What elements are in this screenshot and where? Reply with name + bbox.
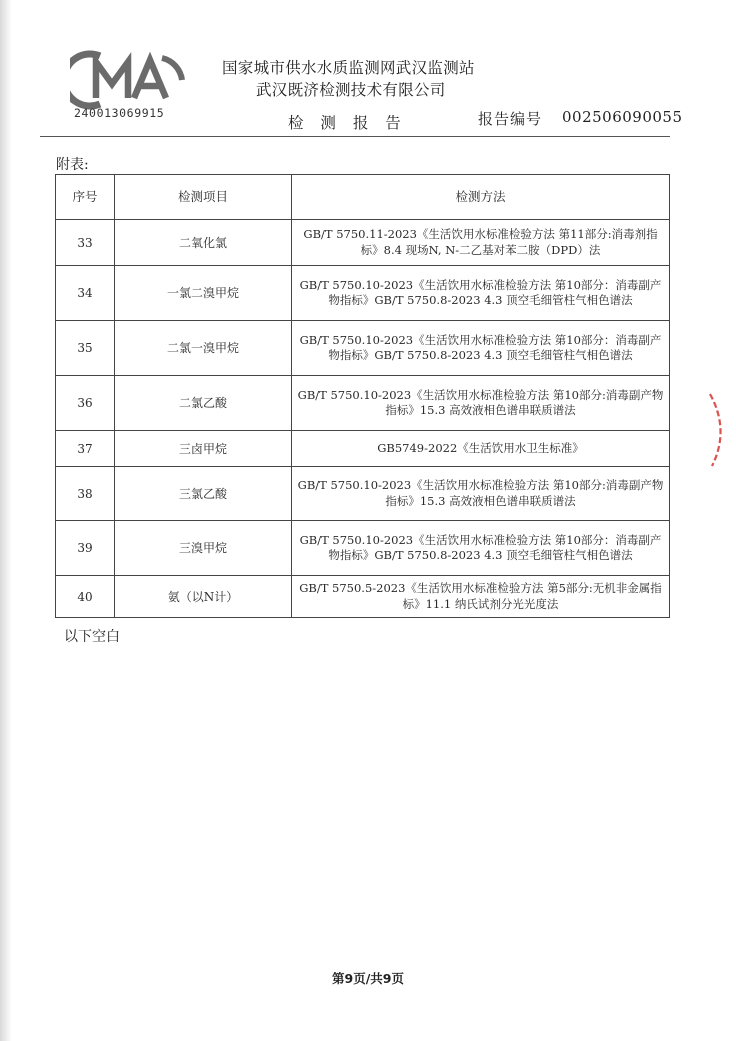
row-test-method: GB5749-2022《生活饮用水卫生标准》: [292, 431, 670, 467]
header-serial-no: 序号: [56, 175, 115, 220]
row-serial-no: 34: [56, 266, 115, 321]
page-number: 第9页/共9页: [332, 971, 404, 986]
report-title: 检 测 报 告: [288, 114, 407, 132]
row-test-item: 二氧化氯: [115, 220, 292, 266]
row-serial-no: 39: [56, 521, 115, 576]
row-test-item: 三氯乙酸: [115, 467, 292, 521]
row-test-method: GB/T 5750.5-2023《生活饮用水标准检验方法 第5部分:无机非金属指标》11.1 纳氏试剂分光光度法: [292, 576, 670, 618]
row-test-method: GB/T 5750.11-2023《生活饮用水标准检验方法 第11部分:消毒剂指标》8.4 现场N, N-二乙基对苯二胺（DPD）法: [292, 220, 670, 266]
row-test-item: 一氯二溴甲烷: [115, 266, 292, 321]
table-row: [56, 266, 670, 321]
row-test-method: GB/T 5750.10-2023《生活饮用水标准检验方法 第10部分：消毒副产物指标》GB/T 5750.8-2023 4.3 顶空毛细管柱气相色谱法: [292, 266, 670, 321]
seal-edge-mark: [704, 392, 732, 468]
appendix-label: 附表:: [56, 157, 89, 173]
row-test-item: 氨（以N计）: [115, 576, 292, 618]
table-row: [56, 321, 670, 376]
organization-line-2: 武汉既济检测技术有限公司: [256, 81, 446, 99]
cma-certificate-number: 240013069915: [74, 106, 165, 120]
row-serial-no: 37: [56, 431, 115, 467]
row-test-item: 三卤甲烷: [115, 431, 292, 467]
row-test-method: GB/T 5750.10-2023《生活饮用水标准检验方法 第10部分：消毒副产物指标》GB/T 5750.8-2023 4.3 顶空毛细管柱气相色谱法: [292, 321, 670, 376]
table-row: [56, 376, 670, 431]
table-row: [56, 521, 670, 576]
table-row: [56, 467, 670, 521]
row-test-method: GB/T 5750.10-2023《生活饮用水标准检验方法 第10部分：消毒副产物指标》GB/T 5750.8-2023 4.3 顶空毛细管柱气相色谱法: [292, 521, 670, 576]
header-divider: [40, 136, 670, 137]
cma-logo-icon: [70, 50, 188, 110]
header-test-method: 检测方法: [292, 175, 670, 220]
cma-logo: [70, 50, 188, 110]
red-seal-arc-icon: [704, 392, 732, 468]
header-test-item: 检测项目: [115, 175, 292, 220]
end-of-content-note: 以下空白: [64, 629, 120, 645]
page-edge-shadow: [0, 0, 12, 1041]
row-serial-no: 38: [56, 467, 115, 521]
row-serial-no: 33: [56, 220, 115, 266]
row-test-item: 二氯乙酸: [115, 376, 292, 431]
table-row: [56, 431, 670, 467]
table-header-row: [56, 175, 670, 220]
report-number-label: 报告编号: [478, 110, 543, 128]
row-test-item: 三溴甲烷: [115, 521, 292, 576]
row-serial-no: 36: [56, 376, 115, 431]
row-serial-no: 35: [56, 321, 115, 376]
methods-table: [55, 174, 670, 618]
table-row: [56, 576, 670, 618]
table-row: [56, 220, 670, 266]
row-test-method: GB/T 5750.10-2023《生活饮用水标准检验方法 第10部分:消毒副产物指标》15.3 高效液相色谱串联质谱法: [292, 467, 670, 521]
row-test-method: GB/T 5750.10-2023《生活饮用水标准检验方法 第10部分:消毒副产物指标》15.3 高效液相色谱串联质谱法: [292, 376, 670, 431]
report-number-value: 002506090055: [562, 108, 683, 126]
row-serial-no: 40: [56, 576, 115, 618]
row-test-item: 二氯一溴甲烷: [115, 321, 292, 376]
organization-line-1: 国家城市供水水质监测网武汉监测站: [222, 59, 475, 77]
